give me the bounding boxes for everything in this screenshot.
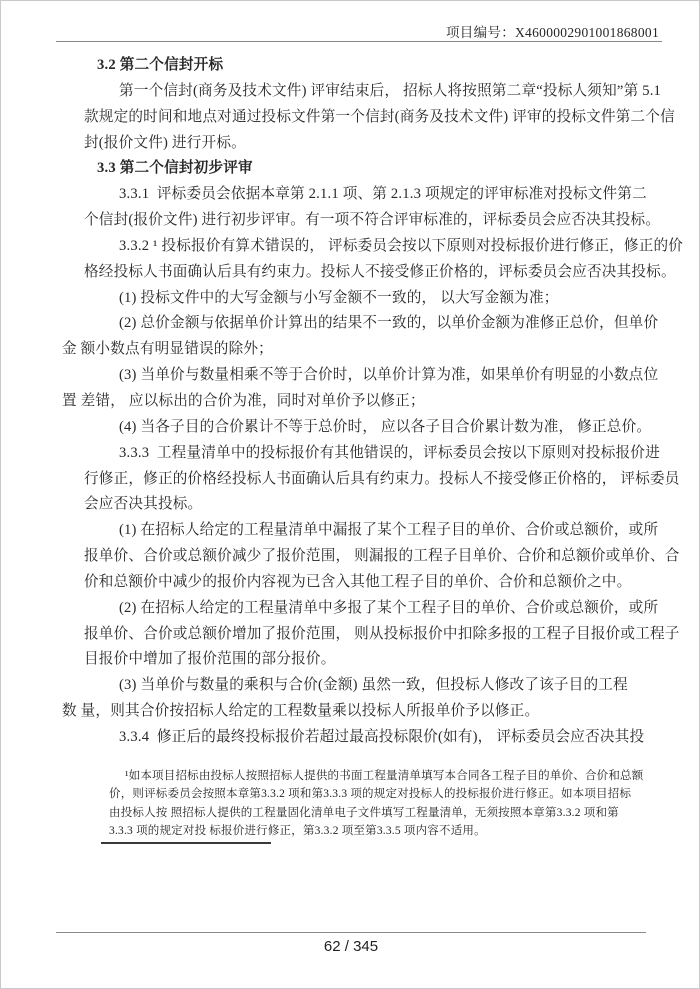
paragraph-line: 3.3.3 工程量清单中的投标报价有其他错误的，评标委员会按以下原则对投标报价进 [119,444,660,461]
section-heading: 3.2 第二个信封开标 [97,57,224,73]
body-text [62,53,684,751]
footnote-rule [101,842,271,844]
paragraph-line: (1) 在招标人给定的工程量清单中漏报了某个工程子目的单价、合价或总额价，或所 [119,522,659,539]
paragraph-line: 第一个信封(商务及技术文件) 评审结束后， 招标人将按照第二章“投标人须知”第 5.1 [119,82,662,99]
footnote-line: 由投标人按 照招标人提供的工程量固化清单电子文件填写工程量清单，无须按照本章第3.3.2 项和第 [109,806,619,819]
paragraph-line: 封(报价文件) 进行开标。 [84,134,246,151]
paragraph-line: 行修正，修正的价格经投标人书面确认后具有约束力。投标人不接受修正价格的， 评标委员 [84,470,680,487]
paragraph-line: 3.3.4 修正后的最终投标报价若超过最高投标限价(如有)， 评标委员会应否决其投 [119,728,645,745]
footnote-line: ¹如本项目招标由投标人按照招标人提供的书面工程量清单填写本合同各工程子目的单价、合价和总额 [125,770,644,782]
paragraph-line: 款规定的时间和地点对通过投标文件第一个信封(商务及技术文件) 评审的投标文件第二个信 [84,108,675,125]
footnote-line: 价，则评标委员会按照本章第3.3.2 项和第3.3.3 项的规定对投标人的投标报价进行修正。如本项目招标 [109,788,632,801]
header-rule [56,41,662,42]
paragraph-line: 目报价中增加了报价范围的部分报价。 [84,651,336,668]
paragraph-line: 3.3.1 评标委员会依据本章第 2.1.1 项、第 2.1.3 项规定的评审标准对投标文件第二 [119,186,647,203]
paragraph-line: 3.3.2 ¹ 投标报价有算术错误的， 评标委员会按以下原则对投标报价进行修正，修正的价 [119,237,684,254]
footnote [109,767,644,840]
paragraph-line: (3) 当单价与数量相乘不等于合价时，以单价计算为准，如果单价有明显的小数点位 [119,367,659,384]
paragraph-line: (1) 投标文件中的大写金额与小写金额不一致的， 以大写金额为准； [119,289,559,306]
paragraph-line: 个信封(报价文件) 进行初步评审。有一项不符合评审标准的，评标委员会应否决其投标。 [84,212,661,229]
paragraph-line: 金 额小数点有明显错误的除外； [62,341,273,358]
paragraph-line: 数 量，则其合价按招标人给定的工程数量乘以投标人所报单价予以修正。 [62,703,540,720]
paragraph-line: (2) 在招标人给定的工程量清单中多报了某个工程子目的单价、合价或总额价，或所 [119,599,659,616]
project-number: 项目编号：X4600002901001868001 [446,25,659,40]
footer-rule [56,932,646,933]
paragraph-line: (3) 当单价与数量的乘积与合价(金额) 虽然一致，但投标人修改了该子目的工程 [119,677,628,694]
paragraph-line: (4) 当各子目的合价累计不等于总价时， 应以各子目合价累计数为准， 修正总价。 [119,418,652,435]
paragraph-line: 价和总额价中减少的报价内容视为已含入其他工程子目的单价、合价和总额价之中。 [84,573,632,590]
paragraph-line: 报单价、合价或总额价减少了报价范围， 则漏报的工程子目单价、合价和总额价或单价、合 [84,548,680,565]
footnote-line: 3.3.3 项的规定对投 标报价进行修正，第3.3.2 项至第3.3.5 项内容不适用。 [109,824,486,837]
paragraph-line: 置 差错， 应以标出的合价为准，同时对单价予以修正； [62,392,425,409]
paragraph-line: 格经投标人书面确认后具有约束力。投标人不接受修正价格的，评标委员会应否决其投标。 [84,263,676,280]
paragraph-line: 报单价、合价或总额价增加了报价范围， 则从投标报价中扣除多报的工程子目报价或工程子 [84,625,680,642]
paragraph-line: 会应否决其投标。 [84,496,203,513]
section-heading: 3.3 第二个信封初步评审 [97,160,253,177]
paragraph-line: (2) 总价金额与依据单价计算出的结果不一致的，以单价金额为准修正总价，但单价 [119,315,659,332]
page-number-indicator: 62 / 345 [323,938,379,955]
